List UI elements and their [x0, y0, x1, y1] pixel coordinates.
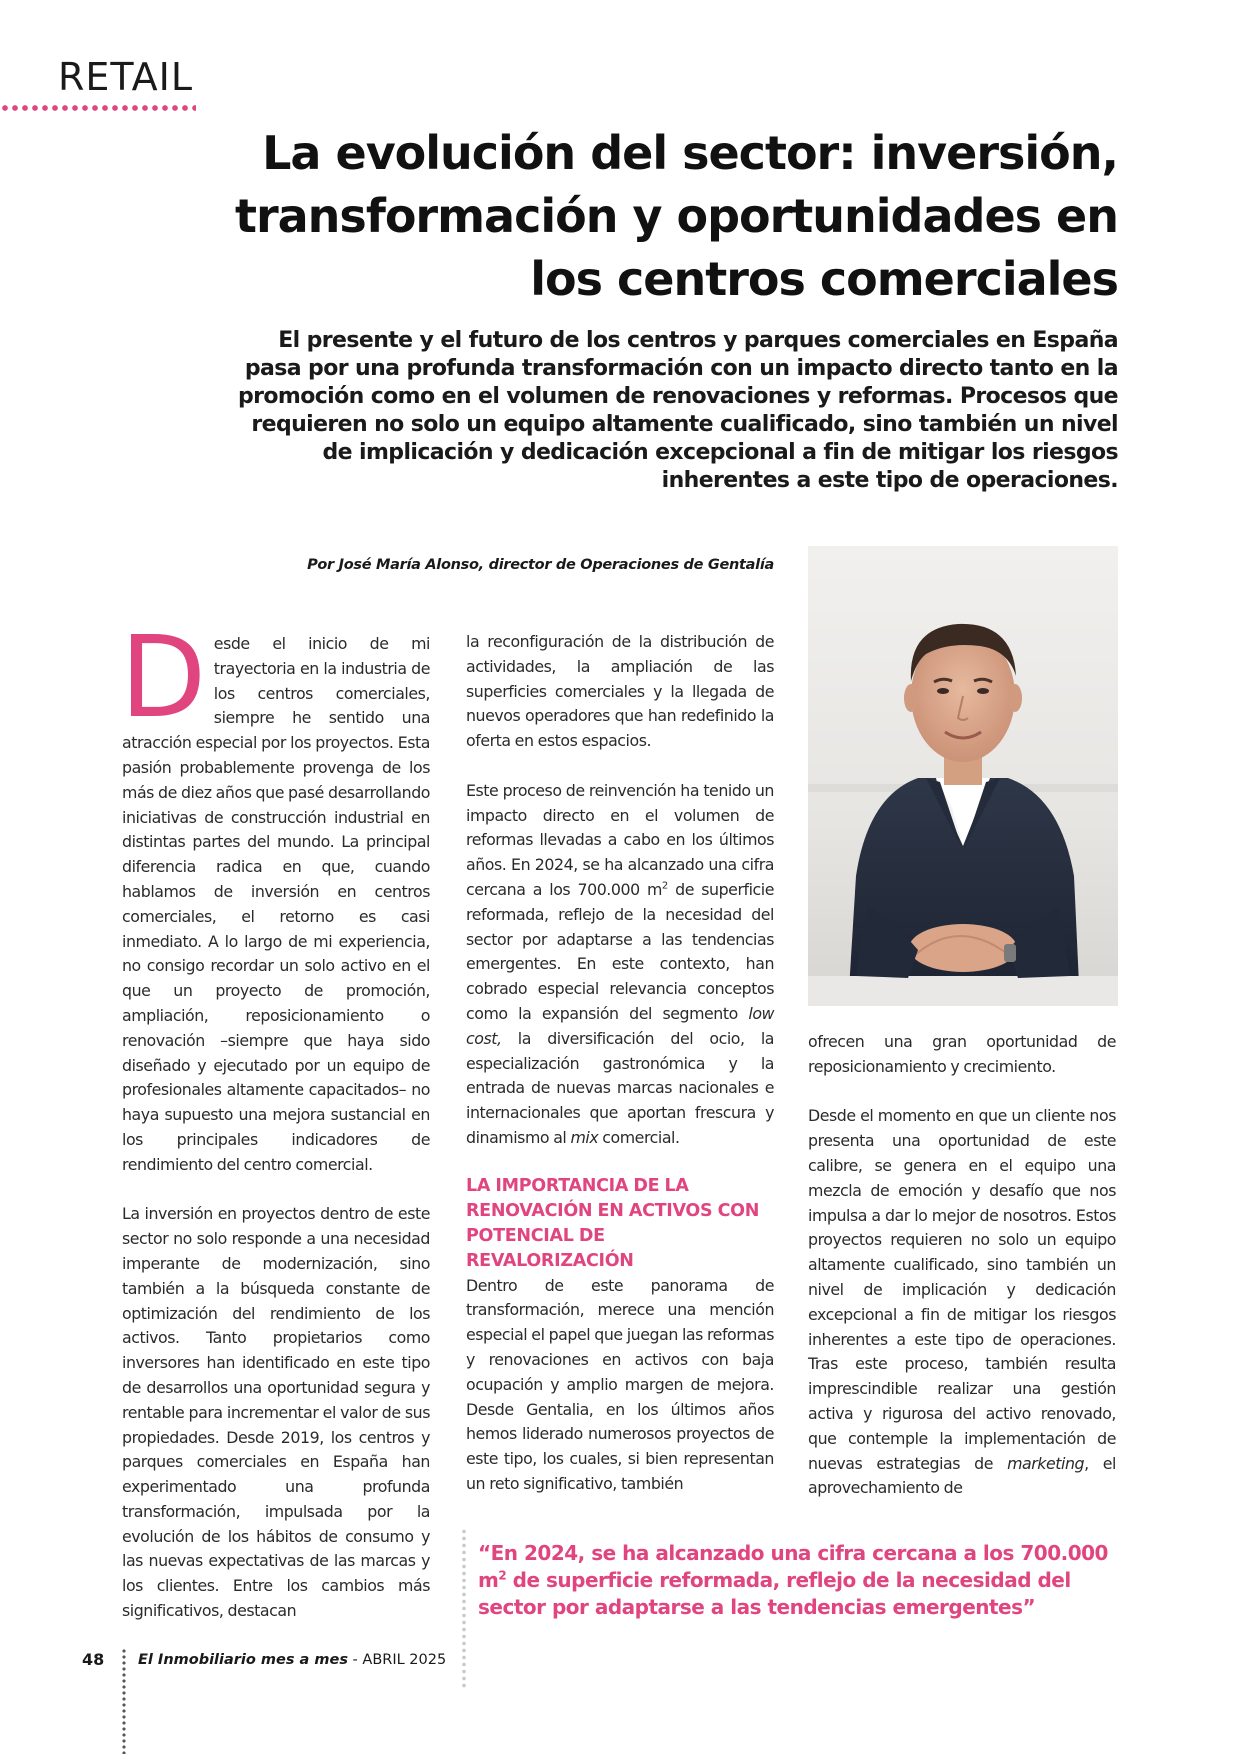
superscript-2: 2 — [661, 880, 668, 892]
paragraph-7 — [808, 1104, 1116, 1501]
pull-quote-text-b: de superficie reformada, reflejo de la necesidad del sector por adaptarse a las tendencias emergentes” — [478, 1568, 1071, 1619]
body-column-2 — [466, 630, 774, 1522]
paragraph-5: Dentro de este panorama de transformación, merece una mención especial el papel que juegan las reformas y renovaciones en activos con baja ocupación y amplio margen de mejora. Desde Gentalia, en los últimos años hemos liderado numerosos proyectos de este tipo, los cuales, si bien representan un reto significativo, también — [466, 1275, 774, 1493]
section-subhead: LA IMPORTANCIA DE LA RENOVACIÓN EN ACTIVOS CON POTENCIAL DE REVALORIZACIÓN — [466, 1175, 760, 1271]
pull-quote-dots — [462, 1528, 466, 1688]
paragraph-7-text-a: Desde el momento en que un cliente nos presenta una oportunidad de este calibre, se genera en el equipo una mezcla de emoción y desafío que nos impulsa a dar lo mejor de nosotros. Estos proyectos requieren no solo un equipo altamente cualificado, sino también un nivel de implicación y dedicación excepcional a fin de mitigar los riesgos inherentes a este tipo de operaciones. Tras este proceso, también resulta imprescindible realizar una gestión activa y rigurosa del activo renovado, que contemple la implementación de nuevas estrategias de — [808, 1106, 1116, 1473]
paragraph-2: La inversión en proyectos dentro de este sector no solo responde a una necesidad imperante de modernización, sino también a la búsqueda constante de optimización del rendimiento de los activos. Tanto propietarios como inversores han identificado en este tipo de desarrollos una oportunidad segura y rentable para incrementar el valor de sus propiedades. Desde 2019, los centros y parques comerciales en España han experimentado una profunda transformación, impulsada por la evolución de los hábitos de consumo y las nuevas expectativas de las marcas y los clientes. Entre los cambios más significativos, destacan — [122, 1204, 430, 1621]
paragraph-7-text-b: , el aprovechamiento de — [808, 1453, 1116, 1498]
paragraph-4-text-d: comercial. — [598, 1127, 680, 1147]
dropcap: D — [120, 613, 206, 743]
section-label: RETAIL — [58, 55, 194, 99]
portrait-photo-icon — [808, 546, 1118, 1006]
emphasis-marketing: marketing — [1007, 1453, 1085, 1473]
magazine-name: El Inmobiliario mes a mes — [138, 1652, 348, 1668]
author-photo — [808, 546, 1118, 1006]
footer-dots — [122, 1648, 126, 1754]
page-number: 48 — [82, 1650, 105, 1669]
emphasis-low-cost: low cost, — [466, 1003, 774, 1048]
pull-quote-text-a: “En 2024, se ha alcanzado una cifra cercana a los 700.000 m — [478, 1541, 1108, 1592]
body-column-3 — [808, 1030, 1116, 1526]
article-lead: El presente y el futuro de los centros y parques comerciales en España pasa por una profunda transformación con un impacto directo tanto en la promoción como en el volumen de renovaciones y reformas. Procesos que requieren no solo un equipo altamente cualificado, sino también un nivel de implicación y dedicación excepcional a fin de mitigar los riesgos inherentes a este tipo de operaciones. — [237, 328, 1118, 493]
paragraph-4-text-a: Este proceso de reinvención ha tenido un impacto directo en el volumen de reformas llevadas a cabo en los últimos años. En 2024, se ha alcanzado una cifra cercana a los 700.000 m — [466, 780, 774, 899]
paragraph-4 — [466, 779, 774, 1151]
paragraph-3: la reconfiguración de la distribución de actividades, la ampliación de las superficies comerciales y la llegada de nuevos operadores que han redefinido la oferta en estos espacios. — [466, 632, 774, 751]
byline: Por José María Alonso, director de Operaciones de Gentalía — [307, 557, 774, 573]
pull-quote-superscript: 2 — [498, 1568, 507, 1583]
emphasis-mix: mix — [570, 1127, 599, 1147]
body-column-1 — [120, 613, 430, 1649]
pull-quote — [478, 1540, 1118, 1621]
paragraph-1-text: esde el inicio de mi trayectoria en la industria de los centros comerciales, siempre he sentido una atracción especial por los proyectos. Esta pasión probablemente provenga de los más de diez años que pasé desarrollando iniciativas de construcción industrial en distintas partes del mundo. La principal diferencia radica en que, cuando hablamos de inversión en centros comerciales, el retorno es casi inmediato. A lo largo de mi experiencia, no consigo recordar un solo activo en el que un proyecto de promoción, ampliación, reposicionamiento o renovación –siempre que haya sido diseñado y ejecutado por un equipo de profesionales altamente capacitados– no haya supuesto una mejora sustancial en los principales indicadores de rendimiento del centro comercial. — [122, 634, 430, 1174]
paragraph-4-text-b: de superficie reformada, reflejo de la necesidad del sector por adaptarse a las tendencias emergentes. En este contexto, han cobrado especial relevancia conceptos como la expansión del segmento — [466, 879, 774, 1023]
section-dots-divider — [0, 104, 196, 112]
magazine-footer — [138, 1652, 446, 1668]
paragraph-1 — [120, 613, 430, 1178]
article-title: La evolución del sector: inversión, transformación y oportunidades en los centros comerciales — [234, 126, 1118, 306]
magazine-issue: - ABRIL 2025 — [347, 1652, 447, 1668]
paragraph-6: ofrecen una gran oportunidad de reposicionamiento y crecimiento. — [808, 1032, 1116, 1076]
paragraph-4-text-c: la diversificación del ocio, la especialización gastronómica y la entrada de nuevas marcas nacionales e internacionales que aportan frescura y dinamismo al — [466, 1028, 774, 1147]
